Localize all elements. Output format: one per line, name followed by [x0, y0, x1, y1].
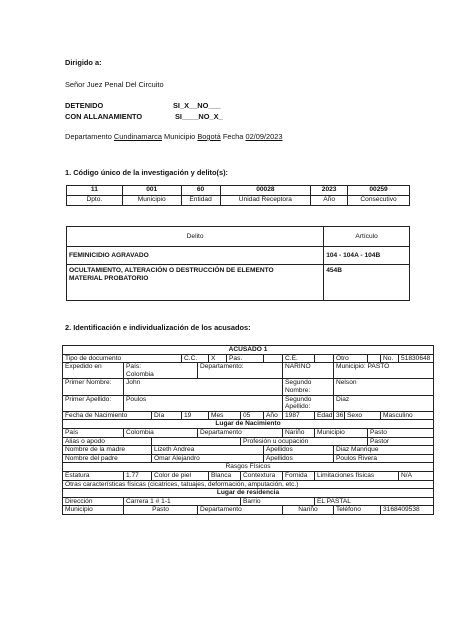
- estatura-label: Estatura: [63, 471, 124, 480]
- direccion-label: Dirección: [63, 497, 124, 506]
- contextura-label: Contextura: [241, 471, 283, 480]
- anio-label: Año: [264, 411, 283, 420]
- delito-table: [66, 226, 410, 301]
- code-consecutivo: 00259: [348, 186, 410, 196]
- municipio-value: Bogotá: [197, 132, 221, 141]
- estatura-value: 1.77: [124, 471, 152, 480]
- section1-title: 1. Código único de la investigación y delito(s):: [65, 168, 229, 177]
- code-municipio: 001: [122, 186, 181, 196]
- detenido-value: SI_X__NO___: [173, 101, 221, 110]
- barrio-label: Barrio: [241, 497, 315, 506]
- tipo-doc-label: Tipo de documento: [63, 354, 182, 363]
- section2-title: 2. Identificación e individualización de los acusados:: [65, 323, 251, 332]
- nac-municipio-value: Pasto: [368, 428, 434, 437]
- madre-value: Lizeth Andrea: [152, 446, 264, 455]
- primer-apellido-label: Primer Apellido:: [63, 395, 124, 411]
- direccion-value: Carrera 1 # 1-1: [124, 497, 241, 506]
- padre-value: Omar Alejandro: [152, 454, 264, 463]
- edad-label: Edad: [315, 411, 334, 420]
- profesion-label: Profesión u ocupación: [241, 437, 368, 446]
- cc-label: C.C.: [182, 354, 209, 363]
- segundo-apellido-label-l2: Apellido:: [285, 403, 311, 411]
- delito-2: [67, 265, 324, 301]
- articulo-2: 454B: [324, 265, 410, 301]
- code-unidad: 00028: [220, 186, 311, 196]
- code-label-entidad: Entidad: [181, 196, 220, 206]
- color-piel-label: Color de piel: [152, 471, 209, 480]
- primer-nombre-label: Primer Nombre:: [63, 379, 124, 395]
- anio-value: 1987: [283, 411, 315, 420]
- detenido-label: DETENIDO: [65, 101, 104, 110]
- pas-mark: [264, 354, 283, 363]
- code-label-consecutivo: Consecutivo: [348, 196, 410, 206]
- municipio-label: Municipio: [164, 132, 196, 141]
- ce-mark: [315, 354, 334, 363]
- addressee-heading: Dirigido a:: [65, 58, 102, 67]
- no-label: No.: [381, 354, 399, 363]
- expedido-departamento-label: Departamento:: [198, 363, 283, 379]
- otras-caracteristicas: Otras características físicas (cicatrices, tatuajes, deformación, amputación, etc.): [63, 480, 434, 489]
- segundo-nombre-label-l1: Segundo: [285, 379, 312, 387]
- rasgos-title: Rasgos Físicos: [63, 463, 434, 472]
- delito-1: FEMINICIDIO AGRAVADO: [67, 247, 324, 265]
- padre-label: Nombre del padre: [63, 454, 152, 463]
- primer-nombre-value: John: [124, 379, 283, 395]
- allanamiento-value: SI____NO_X_: [175, 112, 223, 121]
- expedido-pais-label: País:: [126, 363, 142, 371]
- acusado-table: [62, 345, 434, 515]
- code-label-anio: Año: [311, 196, 348, 206]
- segundo-nombre-label: [283, 379, 334, 395]
- fecha-nac-label: Fecha de Nacimiento: [63, 411, 152, 420]
- segundo-apellido-label: [283, 395, 334, 411]
- cc-mark: X: [209, 354, 227, 363]
- alias-value: [152, 437, 241, 446]
- limitaciones-value: N/A: [399, 471, 434, 480]
- sexo-label: Sexo: [345, 411, 381, 420]
- dia-label: Día: [152, 411, 182, 420]
- segundo-nombre-label-l2: Nombre:: [285, 386, 311, 394]
- code-entidad: 60: [181, 186, 220, 196]
- madre-label: Nombre de la madre: [63, 446, 152, 455]
- padre-apellidos-value: Poulos Rivera: [334, 454, 434, 463]
- addressee-name: Señor Juez Penal Del Circuito: [65, 80, 164, 89]
- expedido-departamento-value: NARIÑO: [283, 363, 334, 379]
- otro-mark: [368, 354, 381, 363]
- code-dpto: 11: [67, 186, 123, 196]
- location-date-line: [65, 132, 282, 141]
- lugar-residencia-title: Lugar de residencia: [63, 489, 434, 498]
- delito-2-line2: MATERIAL PROBATORIO: [69, 274, 149, 282]
- expedido-pais: [124, 363, 198, 379]
- expedido-pais-value: Colombia: [126, 370, 154, 378]
- nac-pais-value: Colombia: [124, 428, 198, 437]
- edad-value: 36: [334, 411, 345, 420]
- res-municipio-label: Municipio: [63, 506, 124, 515]
- nac-departamento-label: Departamento: [198, 428, 283, 437]
- nac-pais-label: País: [63, 428, 124, 437]
- expedido-municipio: Municipio: PASTO: [334, 363, 434, 379]
- primer-apellido-value: Poulos: [124, 395, 283, 411]
- alias-label: Alias o apodo: [63, 437, 152, 446]
- nac-municipio-label: Municipio: [315, 428, 368, 437]
- madre-apellidos-value: Diaz Manrique: [334, 446, 434, 455]
- code-anio: 2023: [311, 186, 348, 196]
- departamento-label: Departamento: [65, 132, 112, 141]
- profesion-value: Pastor: [368, 437, 434, 446]
- res-departamento-label: Departamento: [198, 506, 283, 515]
- contextura-value: Fornida: [283, 471, 315, 480]
- delito-header: Delito: [67, 227, 324, 247]
- pas-label: Pas.: [227, 354, 264, 363]
- res-departamento-value: Nariño: [283, 506, 334, 515]
- articulo-header: Artículo: [324, 227, 410, 247]
- sexo-value: Masculino: [381, 411, 434, 420]
- mes-value: 05: [241, 411, 264, 420]
- departamento-value: Cundinamarca: [113, 132, 162, 141]
- fecha-value: 02/09/2023: [245, 132, 283, 141]
- madre-apellidos-label: Apellidos: [264, 446, 334, 455]
- code-label-dpto: Dpto.: [67, 196, 123, 206]
- padre-apellidos-label: Apellidos: [264, 454, 334, 463]
- ce-label: C.E.: [283, 354, 315, 363]
- nac-departamento-value: Nariño: [283, 428, 315, 437]
- dia-value: 19: [182, 411, 209, 420]
- mes-label: Mes: [209, 411, 241, 420]
- barrio-value: EL PASTAL: [315, 497, 434, 506]
- segundo-nombre-value: Nelson: [334, 379, 434, 395]
- color-piel-value: Blanca: [209, 471, 241, 480]
- lugar-nacimiento-title: Lugar de Nacimiento: [63, 420, 434, 429]
- otro-label: Otro: [334, 354, 368, 363]
- allanamiento-label: CON ALLANAMIENTO: [65, 112, 143, 121]
- telefono-value: 3168409538: [381, 506, 434, 515]
- segundo-apellido-label-l1: Segundo: [285, 395, 312, 403]
- delito-2-line1: OCULTAMIENTO, ALTERACIÓN O DESTRUCCIÓN DE ELEMENTO: [69, 267, 274, 274]
- segundo-apellido-value: Diaz: [334, 395, 434, 411]
- expedido-label: Expedido en: [63, 363, 124, 379]
- investigation-code-table: [66, 185, 410, 206]
- code-label-unidad: Unidad Receptora: [220, 196, 311, 206]
- res-municipio-value: Pasto: [124, 506, 198, 515]
- articulo-1: 104 - 104A - 104B: [324, 247, 410, 265]
- fecha-label: Fecha: [222, 132, 244, 141]
- limitaciones-label: Limitaciones físicas: [315, 471, 399, 480]
- acusado-title: ACUSADO 1: [63, 346, 434, 355]
- document-number: 51830648: [399, 354, 434, 363]
- telefono-label: Teléfono: [334, 506, 381, 515]
- code-label-municipio: Municipio: [122, 196, 181, 206]
